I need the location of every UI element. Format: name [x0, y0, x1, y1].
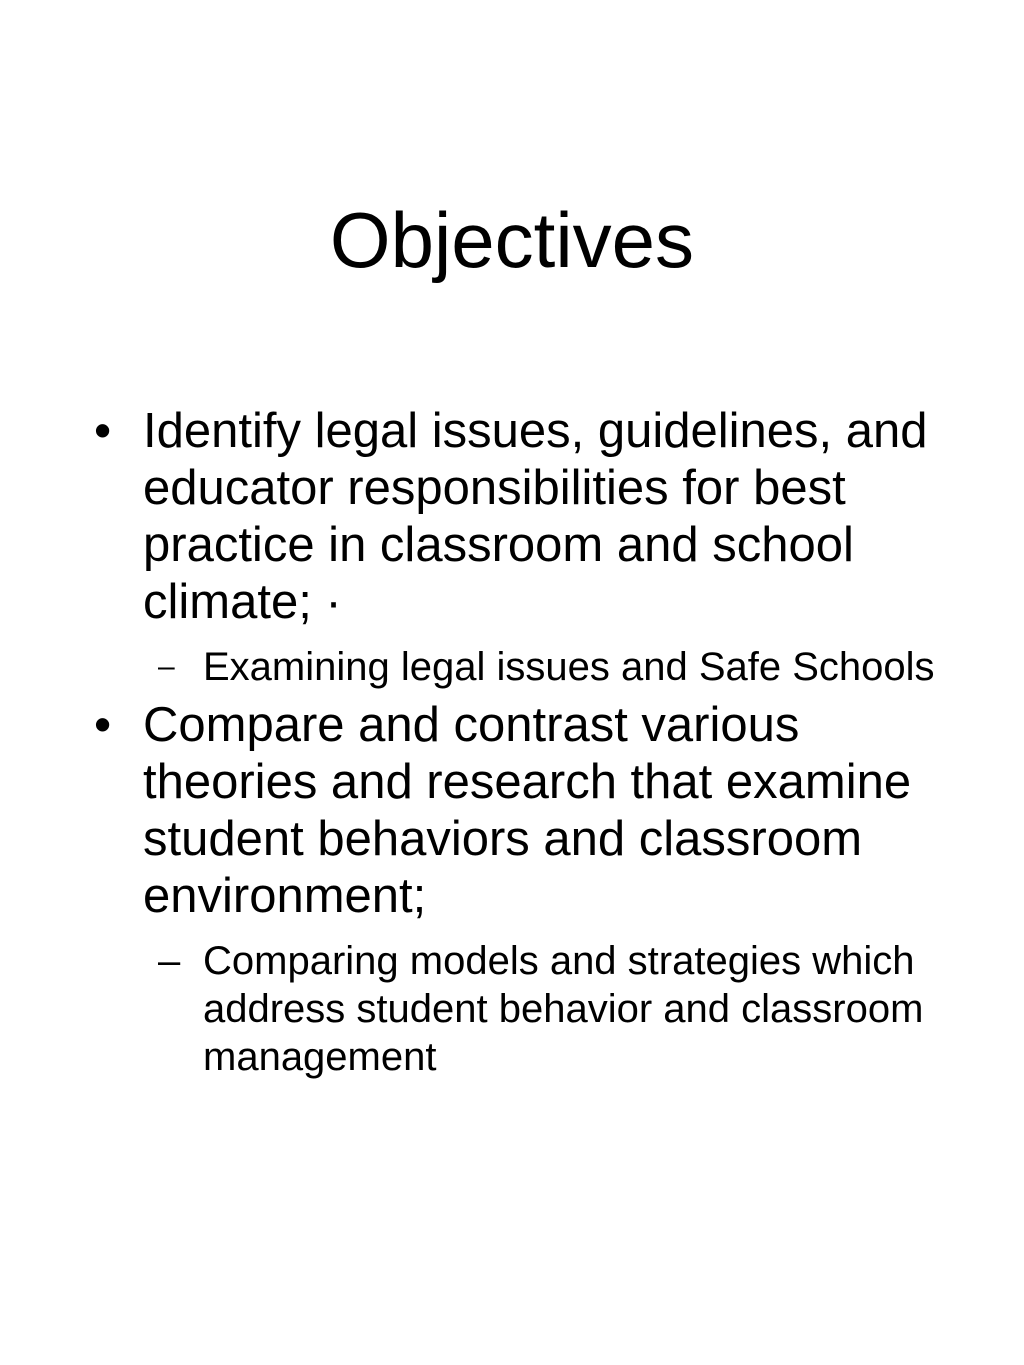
sub-item-2 — [90, 937, 970, 1081]
sub-text: Examining legal issues and Safe Schools — [203, 645, 935, 689]
bullet-marker: • — [94, 404, 112, 458]
bullet-text: Compare and contrast various theories and research that examine student behaviors and classroom environment; — [143, 698, 912, 923]
sub-item-1 — [90, 643, 970, 691]
bullet-item-1 — [90, 403, 970, 631]
sub-text: Comparing models and strategies which address student behavior and classroom management — [203, 939, 924, 1079]
dash-marker: – — [158, 650, 175, 683]
bullet-marker: • — [94, 698, 112, 752]
bullet-item-2 — [90, 697, 970, 925]
slide-title: Objectives — [329, 196, 695, 284]
dash-marker: – — [158, 939, 181, 983]
slide-body — [90, 403, 970, 1087]
bullet-text: Identify legal issues, guidelines, and educator responsibilities for best practice in classroom and school climate; · — [143, 404, 928, 629]
